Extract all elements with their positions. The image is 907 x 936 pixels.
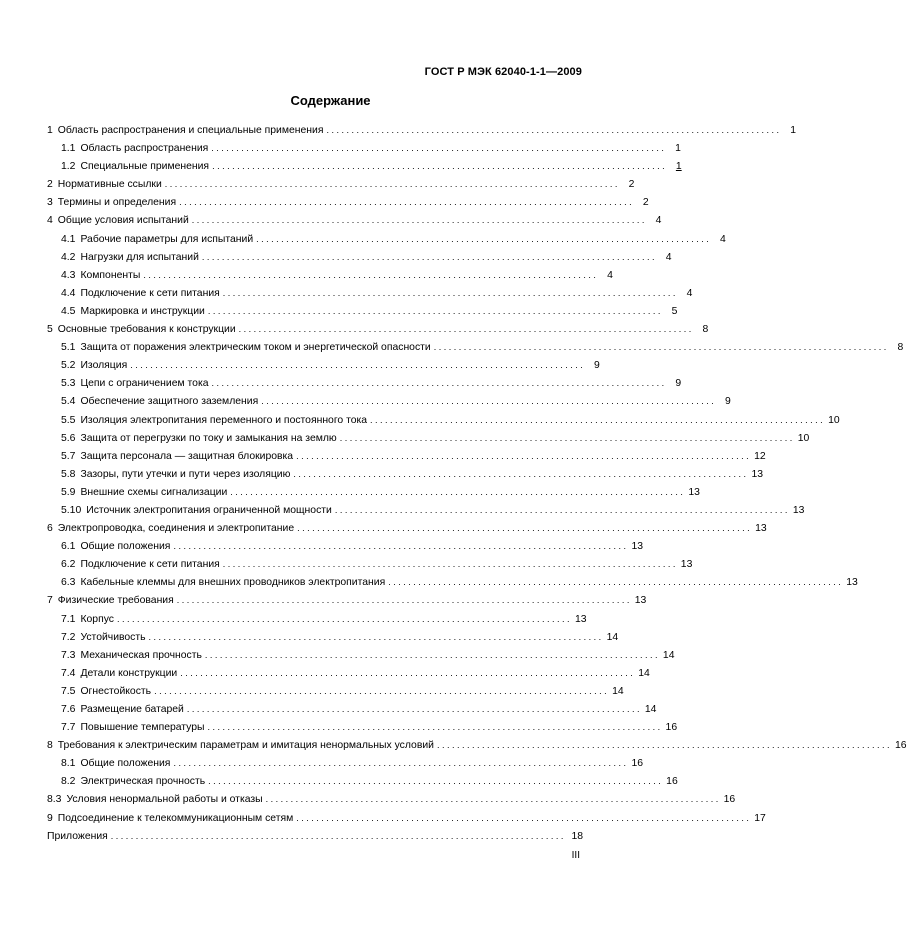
toc-entry-page: 13 xyxy=(846,577,858,589)
toc-entry-title: Огнестойкость xyxy=(80,685,152,697)
toc-entry[interactable] xyxy=(47,342,904,360)
dot-leader xyxy=(205,650,658,660)
toc-entry[interactable] xyxy=(47,468,763,487)
dot-leader xyxy=(297,523,750,533)
toc-entry[interactable] xyxy=(47,722,678,740)
toc-entry[interactable] xyxy=(47,685,624,704)
toc-entry[interactable] xyxy=(47,215,662,233)
toc-entry[interactable] xyxy=(47,287,693,306)
toc-entry-page: 16 xyxy=(895,740,907,752)
toc-entry-page: 16 xyxy=(666,776,678,788)
dot-leader xyxy=(208,722,661,732)
toc-entry-number: 6.2 xyxy=(61,559,76,571)
toc-entry-number: 5.9 xyxy=(61,486,76,498)
dot-leader xyxy=(212,378,665,388)
dot-leader xyxy=(187,704,640,714)
toc-entry-number: 7 xyxy=(47,595,53,607)
toc-entry-title: Подключение к сети питания xyxy=(80,287,220,299)
toc-entry-page: 14 xyxy=(662,649,675,661)
toc-entry-page: 4 xyxy=(665,251,672,263)
toc-entry-title: Подсоединение к телекоммуникационным сетям xyxy=(57,812,294,824)
toc-entry[interactable] xyxy=(47,486,700,505)
dot-leader xyxy=(117,614,570,624)
toc-entry-number: 1.1 xyxy=(61,143,76,155)
toc-entry-title: Зазоры, пути утечки и пути через изоляцию xyxy=(80,468,291,480)
toc-entry-page: 2 xyxy=(642,197,649,209)
toc-entry-title: Корпус xyxy=(80,613,114,625)
dot-leader xyxy=(437,740,890,750)
toc-entry-title: Условия ненормальной работы и отказы xyxy=(66,794,263,806)
toc-entry-page: 1 xyxy=(675,161,682,173)
toc-entry-title: Компоненты xyxy=(80,269,141,281)
toc-entry-number: 2 xyxy=(47,179,53,191)
toc-entry-number: 7.6 xyxy=(61,704,76,715)
toc-entry[interactable] xyxy=(47,360,600,378)
toc-entry-page: 16 xyxy=(723,794,736,806)
toc-entry[interactable] xyxy=(47,577,858,595)
dot-leader xyxy=(211,143,664,153)
toc-entry[interactable] xyxy=(47,758,644,776)
toc-entry-title: Общие условия испытаний xyxy=(57,215,189,227)
toc-entry-page: 16 xyxy=(665,722,678,734)
dot-leader xyxy=(256,234,709,244)
toc-entry[interactable] xyxy=(47,613,587,632)
toc-entry-page: 13 xyxy=(792,504,805,516)
toc-entry-page: 9 xyxy=(725,396,731,408)
toc-entry-page: 13 xyxy=(631,541,644,553)
dot-leader xyxy=(154,686,607,696)
dot-leader xyxy=(388,577,841,587)
toc-entry-page: 13 xyxy=(634,595,647,607)
toc-entry-number: 5.2 xyxy=(61,360,76,372)
dot-leader xyxy=(165,179,618,189)
toc-entry[interactable] xyxy=(47,776,678,794)
dot-leader xyxy=(223,288,676,298)
toc-entry-title: Подключение к сети питания xyxy=(80,559,220,571)
toc-entry-number: 6 xyxy=(47,523,53,535)
dot-leader xyxy=(208,306,661,316)
toc-entry-number: 9 xyxy=(47,812,53,824)
dot-leader xyxy=(111,831,566,841)
toc-entry-page: 14 xyxy=(606,631,619,643)
dot-leader xyxy=(180,668,633,678)
toc-entry-number: 7.3 xyxy=(61,649,76,661)
toc-entry[interactable] xyxy=(47,233,726,252)
toc-entry[interactable] xyxy=(47,631,619,650)
toc-entry[interactable] xyxy=(47,541,644,559)
toc-entry-number: 7.4 xyxy=(61,667,76,679)
toc-entry-page: 13 xyxy=(751,468,763,480)
toc-entry-page: 10 xyxy=(797,432,810,444)
toc-entry[interactable] xyxy=(47,450,766,469)
dot-leader xyxy=(212,161,665,171)
toc-entry-title: Область распространения xyxy=(80,143,209,155)
toc-entry-number: 8.3 xyxy=(47,794,62,806)
dot-leader xyxy=(143,270,596,280)
toc-entry-title: Механическая прочность xyxy=(80,649,202,661)
toc-entry-number: 5.8 xyxy=(61,468,76,480)
toc-entry-title: Основные требования к конструкции xyxy=(57,324,236,336)
dot-leader xyxy=(149,632,602,642)
toc-entry-title: Источник электропитания ограниченной мощности xyxy=(86,504,332,516)
toc-entry-page: 14 xyxy=(644,704,657,715)
toc-entry-page: 13 xyxy=(688,486,700,498)
toc-entry-page: 4 xyxy=(655,215,662,227)
toc-entry-title: Детали конструкции xyxy=(80,667,178,679)
dot-leader xyxy=(177,595,630,605)
toc-entry[interactable] xyxy=(47,504,805,523)
toc-entry[interactable] xyxy=(47,396,731,414)
toc-entry-number: 6.1 xyxy=(61,541,76,553)
dot-leader xyxy=(239,324,692,334)
toc-entry-page: 17 xyxy=(754,812,766,824)
toc-entry[interactable] xyxy=(47,523,767,541)
toc-entry-page: 10 xyxy=(828,414,840,426)
document-code: ГОСТ Р МЭК 62040-1-1—2009 xyxy=(424,66,582,78)
toc-entry-title: Рабочие параметры для испытаний xyxy=(80,233,254,245)
toc-entry-page: 18 xyxy=(571,830,583,842)
dot-leader xyxy=(179,197,632,207)
toc-entry[interactable] xyxy=(47,378,682,396)
toc-entry-title: Электропроводка, соединения и электропитание xyxy=(57,523,295,535)
toc-entry[interactable] xyxy=(47,740,907,758)
dot-leader xyxy=(208,776,661,786)
toc-entry[interactable] xyxy=(47,125,797,143)
dot-leader xyxy=(296,451,749,461)
toc-entry-title: Требования к электрическим параметрам и имитация ненормальных условий xyxy=(57,740,434,752)
dot-leader xyxy=(202,252,655,262)
toc-entry-page: 1 xyxy=(675,143,681,155)
toc-entry-page: 13 xyxy=(575,613,587,625)
toc-entry[interactable] xyxy=(47,649,675,668)
toc-entry-title: Изоляция xyxy=(80,360,128,372)
toc-entry-number: 7.1 xyxy=(61,613,76,625)
toc-entry-number: 4.3 xyxy=(61,269,76,281)
toc-entry[interactable] xyxy=(47,794,736,812)
toc-entry[interactable] xyxy=(47,324,709,342)
toc-entry-title: Электрическая прочность xyxy=(80,776,206,788)
toc-entry-title: Специальные применения xyxy=(80,161,210,173)
toc-entry-title: Нормативные ссылки xyxy=(57,179,162,191)
dot-leader xyxy=(230,487,683,497)
toc-entry-title: Обеспечение защитного заземления xyxy=(80,396,259,408)
toc-entry-number: 8.1 xyxy=(61,758,76,770)
toc-entry[interactable] xyxy=(47,269,613,288)
toc-entry[interactable] xyxy=(47,831,583,849)
toc-entry[interactable] xyxy=(47,667,650,686)
dot-leader xyxy=(173,758,626,768)
toc-entry-title: Маркировка и инструкции xyxy=(80,305,205,317)
toc-entry-page: 9 xyxy=(594,360,600,372)
toc-entry-number: 5.6 xyxy=(61,432,76,444)
page-title: Содержание xyxy=(290,93,371,108)
toc-entry-page: 4 xyxy=(686,287,693,299)
dot-leader xyxy=(130,360,583,370)
toc-entry-number: 7.5 xyxy=(61,685,76,697)
toc-entry-page: 4 xyxy=(607,269,613,281)
toc-entry-page: 16 xyxy=(631,758,644,770)
toc-entry[interactable] xyxy=(47,161,682,179)
toc-entry-number: 7.2 xyxy=(61,631,76,643)
toc-entry[interactable] xyxy=(47,704,657,722)
table-of-contents xyxy=(47,125,907,849)
toc-entry-title: Повышение температуры xyxy=(80,722,205,734)
dot-leader xyxy=(266,794,719,804)
toc-entry-page: 13 xyxy=(680,559,693,571)
toc-entry[interactable] xyxy=(47,812,766,831)
toc-entry-page: 14 xyxy=(612,685,624,697)
dot-leader xyxy=(296,813,749,823)
toc-entry-title: Нагрузки для испытаний xyxy=(80,251,199,263)
toc-entry-number: 5.1 xyxy=(61,342,76,354)
toc-entry-number: 1.2 xyxy=(61,161,76,173)
dot-leader xyxy=(335,505,788,515)
toc-entry-page: 12 xyxy=(754,450,766,462)
dot-leader xyxy=(223,559,676,569)
toc-entry-page: 8 xyxy=(702,324,709,336)
toc-entry-number: 5.10 xyxy=(61,504,82,516)
toc-entry[interactable] xyxy=(47,595,647,613)
toc-entry[interactable] xyxy=(47,197,649,215)
dot-leader xyxy=(261,396,714,406)
toc-entry-number: 5.3 xyxy=(61,378,76,390)
toc-entry[interactable] xyxy=(47,143,681,161)
toc-entry-title: Внешние схемы сигнализации xyxy=(80,486,228,498)
dot-leader xyxy=(434,342,887,352)
toc-entry-page: 2 xyxy=(628,179,635,191)
toc-entry-title: Размещение батарей xyxy=(80,704,184,715)
dot-leader xyxy=(192,215,645,225)
toc-entry-title: Устойчивость xyxy=(80,631,146,643)
toc-entry-title: Термины и определения xyxy=(57,197,177,209)
toc-entry[interactable] xyxy=(47,305,678,324)
toc-entry-title: Область распространения и специальные применения xyxy=(57,125,324,136)
toc-entry-number: 5.7 xyxy=(61,450,76,462)
toc-entry-title: Кабельные клеммы для внешних проводников электропитания xyxy=(80,577,386,589)
page-number: III xyxy=(571,850,580,861)
toc-entry-number: 1 xyxy=(47,125,53,136)
toc-entry-title: Общие положения xyxy=(80,541,171,553)
dot-leader xyxy=(173,541,626,551)
toc-entry-page: 9 xyxy=(675,378,682,390)
toc-entry-number: 8 xyxy=(47,740,53,752)
toc-entry-title: Защита персонала — защитная блокировка xyxy=(80,450,294,462)
toc-entry-title: Защита от перегрузки по току и замыкания на землю xyxy=(80,432,337,444)
toc-entry[interactable] xyxy=(47,414,840,433)
toc-entry-page: 8 xyxy=(897,342,904,354)
toc-entry-number: 5.5 xyxy=(61,414,76,426)
dot-leader xyxy=(340,433,793,443)
toc-entry-page: 4 xyxy=(719,233,726,245)
toc-entry-title: Изоляция электропитания переменного и постоянного тока xyxy=(80,414,368,426)
dot-leader xyxy=(326,125,779,135)
dot-leader xyxy=(370,415,823,425)
toc-entry-number: 4.4 xyxy=(61,287,76,299)
toc-entry-number: 5.4 xyxy=(61,396,76,408)
toc-entry-number: 3 xyxy=(47,197,53,209)
toc-entry-title: Цепи с ограничением тока xyxy=(80,378,209,390)
toc-entry-number: 6.3 xyxy=(61,577,76,589)
toc-entry-number: 4.2 xyxy=(61,251,76,263)
toc-entry-number: 4.5 xyxy=(61,305,76,317)
toc-entry-title: Общие положения xyxy=(80,758,171,770)
dot-leader xyxy=(293,469,746,479)
toc-entry-title: Защита от поражения электрическим током и энергетической опасности xyxy=(80,342,431,354)
toc-entry-number: 5 xyxy=(47,324,53,336)
toc-entry-number: 7.7 xyxy=(61,722,76,734)
toc-entry-number: 4 xyxy=(47,215,53,227)
toc-entry[interactable] xyxy=(47,179,635,197)
toc-entry[interactable] xyxy=(47,432,810,451)
toc-entry[interactable] xyxy=(47,251,672,270)
toc-entry-title: Физические требования xyxy=(57,595,174,607)
toc-entry-number: 8.2 xyxy=(61,776,76,788)
toc-entry-page: 14 xyxy=(638,667,650,679)
toc-entry-number: 4.1 xyxy=(61,233,76,245)
toc-entry-title: Приложения xyxy=(47,830,108,842)
toc-entry-page: 13 xyxy=(755,523,767,535)
toc-entry-page: 5 xyxy=(671,305,678,317)
toc-entry-page: 1 xyxy=(790,125,797,136)
toc-entry[interactable] xyxy=(47,559,693,577)
